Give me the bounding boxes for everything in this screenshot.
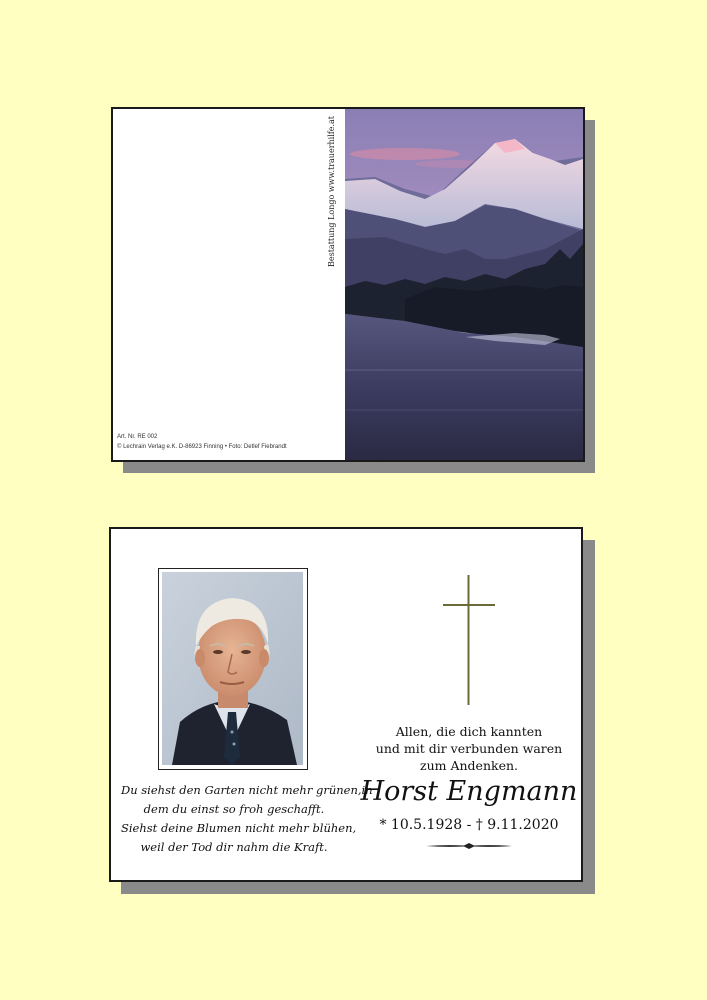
card-front xyxy=(111,107,585,462)
cross-icon xyxy=(441,575,497,705)
dedication xyxy=(361,723,577,774)
poem-line: weil der Tod dir nahm die Kraft. xyxy=(140,840,328,854)
poem-line: dem du einst so froh geschafft. xyxy=(143,802,325,816)
card-back xyxy=(109,527,583,882)
dedication-line: und mit dir verbunden waren xyxy=(375,741,563,756)
dedication-line: Allen, die dich kannten xyxy=(395,724,543,739)
life-dates: * 10.5.1928 - † 9.11.2020 xyxy=(379,817,559,833)
deceased-portrait-photo xyxy=(162,572,303,765)
card-front-blank-panel xyxy=(113,109,345,460)
poem-line: Siehst deine Blumen nicht mehr blühen, xyxy=(121,821,357,835)
article-number: Art. Nr. RE 002 xyxy=(117,434,158,440)
dedication-line: zum Andenken. xyxy=(420,758,518,773)
poem-line: Du siehst den Garten nicht mehr grünen,in xyxy=(121,783,373,797)
ornament-divider-icon xyxy=(426,840,512,852)
mountain-lake-landscape-image xyxy=(345,109,583,460)
publisher-line: © Lechrain Verlag e.K. D-86923 Finning • Foto: Detlef Fiebrandt xyxy=(117,444,287,450)
vertical-credit-text: Bestattung Longo www.trauerhilfe.at xyxy=(327,115,336,267)
portrait-frame xyxy=(158,568,308,770)
vertical-credit xyxy=(327,115,341,267)
poem xyxy=(121,781,373,857)
deceased-name: Horst Engmann xyxy=(360,776,578,807)
